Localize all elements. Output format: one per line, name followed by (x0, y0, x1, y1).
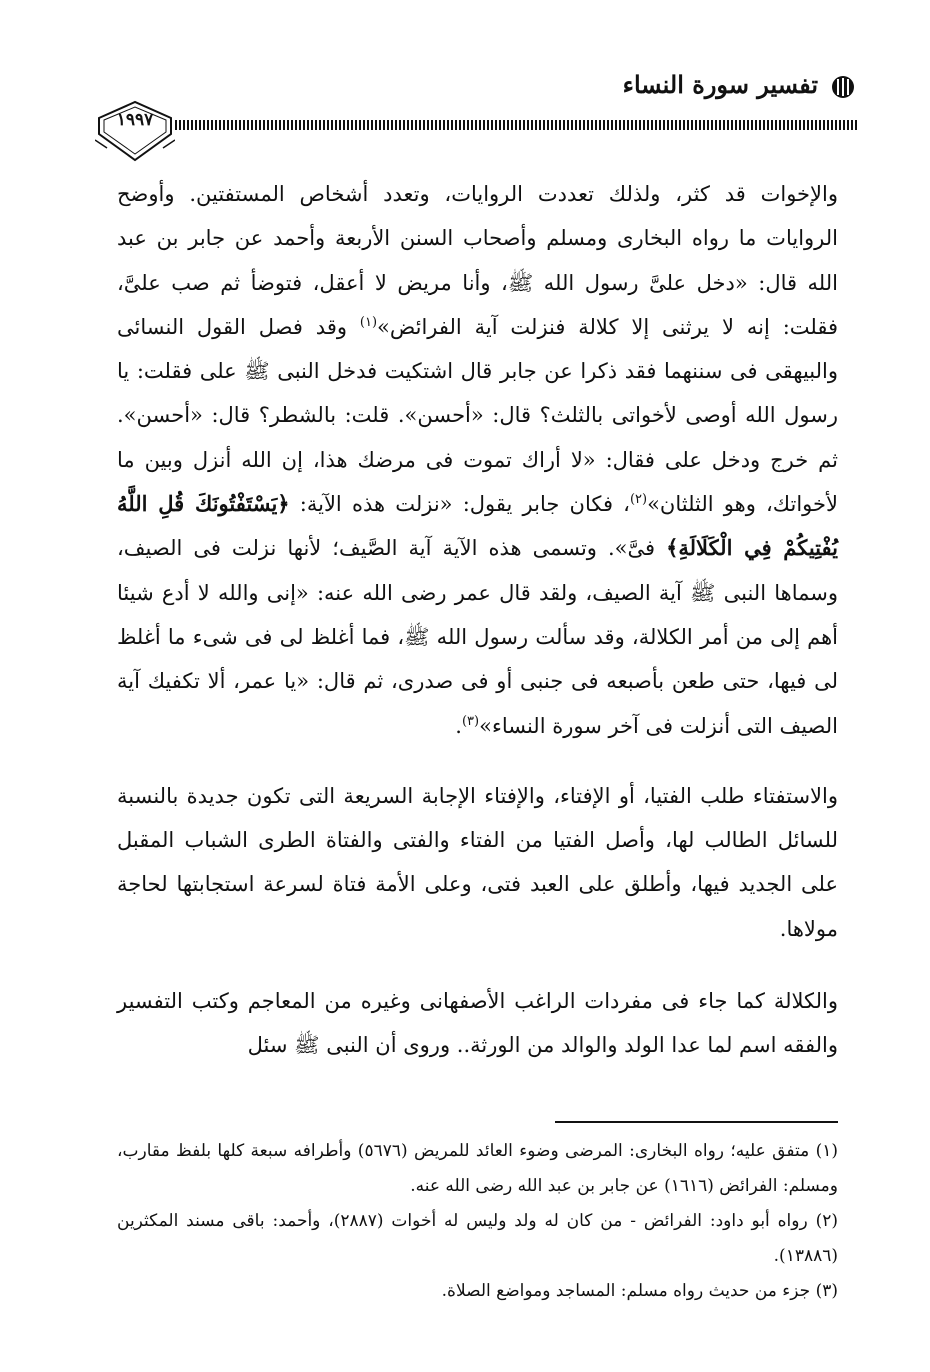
paragraph-1-part-5: . (455, 713, 462, 738)
paragraph-1-part-2: وقد فصل القول النسائى والبيهقى فى سننهما فقد ذكرا عن جابر قال اشتكيت فدخل النبى ﷺ على فقلت: يا رسول الله أوصى لأخواتى بالثلث؟ قال: «أحسن». قلت: بالشطر؟ قال: «أحسن». ثم خرج ودخل على فقال: «لا أراك تموت فى مرضك هذا، إن الله أنزل وبين ما لأخواتك، وهو الثلثان» (117, 314, 838, 517)
quran-verse: ﴿يَسْتَفْتُونَكَ قُلِ اللَّهُ يُفْتِيكُمْ فِي الْكَلَالَةِ﴾ (117, 491, 838, 561)
paragraph-3: والكلالة كما جاء فى مفردات الراغب الأصفهانى وغيره من المعاجم وكتب التفسير والفقه اسم لما عدا الولد والوالد من الورثة.. وروى أن النبى ﷺ سئل (117, 989, 838, 1058)
footnotes (117, 1134, 838, 1309)
header-rule (175, 120, 858, 130)
paragraph-1-part-3: ، فكان جابر يقول: «نزلت هذه الآية: (289, 492, 630, 517)
page-header (95, 62, 858, 152)
footnote-ref-2: (٢) (629, 492, 648, 508)
paragraph-2: والاستفتاء طلب الفتيا، أو الإفتاء، والإفتاء الإجابة السريعة التى تكون جديدة بالنسبة للسائل الطالب لها، وأصل الفتيا من الفتاء والفتى والفتاة الطرى الشباب المقبل على الجديد فيها، وأطلق على العبد فتى، وعلى الأمة فتاة لسرعة استجابتها لحاجة مولاها. (117, 783, 838, 941)
page-number: ١٩٩٧ (116, 110, 154, 130)
paragraph-1-part-4: فىَّ». وتسمى هذه الآية آية الصَّيف؛ لأنها نزلت فى الصيف، وسماها النبى ﷺ آية الصيف، ولقد قال عمر رضى الله عنه: «إنى والله لا أدع شيئا أهم إلى من أمر الكلالة، وقد سألت رسول الله ﷺ، فما أغلظ لى فى شىء ما أغلظ لى فيها، حتى طعن بأصبعه فى جنبى أو فى صدرى، ثم قال: «يا عمر، ألا تكفيك آية الصيف التى أنزلت فى آخر سورة النساء» (117, 536, 838, 738)
paragraph-1-part-1: والإخوات قد كثر، ولذلك تعددت الروايات، وتعدد أشخاص المستفتين. وأوضح الروايات ما رواه البخارى ومسلم وأصحاب السنن الأربعة وأحمد عن جابر بن عبد الله قال: «دخل علىَّ رسول الله ﷺ، وأنا مريض لا أعقل، فتوضأ ثم صب علىَّ، فقلت: إنه لا يرثنى إلا كلالة فنزلت آية الفرائض» (117, 182, 839, 339)
footnote-ref-3: (٣) (461, 713, 480, 729)
footnote-ref-1: (١) (359, 314, 378, 330)
footnote-divider (555, 1121, 838, 1123)
footnote-3: (٣) جزء من حديث رواه مسلم: المساجد ومواضع الصلاة. (441, 1281, 838, 1301)
paragraph-1 (117, 172, 838, 748)
footnote-1: (١) متفق عليه؛ رواه البخارى: المرضى وضوء العائد للمريض (٥٦٧٦) وأطرافه سبعة كلها بلفظ مقارب، ومسلم: الفرائض (١٦١٦) عن جابر بن عبد الله رضى الله عنه. (117, 1141, 838, 1196)
main-text (117, 172, 838, 1096)
page-title: تفسير سورة النساء (622, 70, 818, 99)
ornament-icon (830, 74, 856, 100)
footnote-2: (٢) رواه أبو داود: الفرائض - من كان له ولد وليس له أخوات (٢٨٨٧)، وأحمد: باقى مسند المكثرين (١٣٨٨٦). (117, 1211, 838, 1266)
